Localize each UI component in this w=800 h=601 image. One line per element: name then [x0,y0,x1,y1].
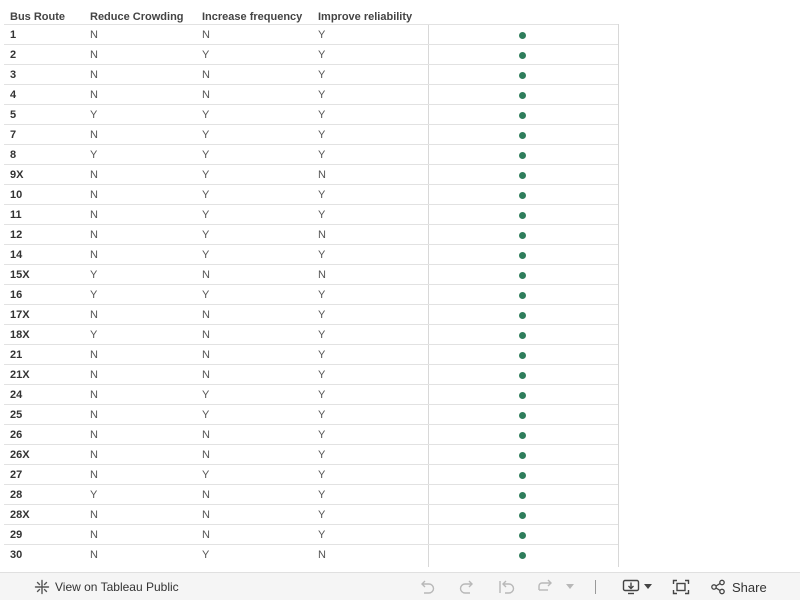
tableau-logo-icon [34,579,50,595]
circle-mark[interactable] [519,252,526,259]
chevron-down-icon [566,584,574,590]
circle-mark[interactable] [519,512,526,519]
revert-icon [498,579,516,595]
cell-bus-route: 2 [10,49,17,61]
cell-improve-reliability: Y [318,529,326,541]
table-row[interactable] [4,84,618,105]
cell-reduce-crowding: N [90,549,98,561]
header-bus-route[interactable]: Bus Route [10,11,65,23]
data-table [4,24,619,567]
circle-mark[interactable] [519,532,526,539]
table-row[interactable] [4,344,618,365]
circle-mark[interactable] [519,412,526,419]
cell-reduce-crowding: N [90,169,98,181]
cell-increase-frequency: Y [202,149,210,161]
cell-improve-reliability: Y [318,329,326,341]
cell-increase-frequency: Y [202,469,210,481]
cell-improve-reliability: Y [318,69,326,81]
cell-increase-frequency: N [202,509,210,521]
cell-reduce-crowding: N [90,209,98,221]
cell-increase-frequency: N [202,429,210,441]
cell-improve-reliability: Y [318,29,326,41]
cell-reduce-crowding: Y [90,109,98,121]
table-row[interactable] [4,524,618,545]
circle-mark[interactable] [519,372,526,379]
cell-increase-frequency: N [202,489,210,501]
cell-reduce-crowding: N [90,189,98,201]
circle-mark[interactable] [519,232,526,239]
table-row[interactable] [4,484,618,505]
circle-mark[interactable] [519,292,526,299]
cell-reduce-crowding: Y [90,329,98,341]
cell-reduce-crowding: N [90,69,98,81]
cell-bus-route: 26X [10,449,30,461]
cell-improve-reliability: Y [318,149,326,161]
circle-mark[interactable] [519,272,526,279]
cell-increase-frequency: N [202,269,210,281]
circle-mark[interactable] [519,52,526,59]
cell-increase-frequency: N [202,449,210,461]
cell-bus-route: 25 [10,409,23,421]
cell-reduce-crowding: Y [90,149,98,161]
download-button[interactable] [622,573,652,601]
cell-improve-reliability: Y [318,469,326,481]
revert-button[interactable] [498,573,516,601]
cell-improve-reliability: N [318,269,326,281]
cell-bus-route: 3 [10,69,17,81]
cell-improve-reliability: N [318,229,326,241]
cell-improve-reliability: Y [318,109,326,121]
cell-improve-reliability: Y [318,449,326,461]
cell-reduce-crowding: N [90,349,98,361]
cell-increase-frequency: Y [202,409,210,421]
cell-increase-frequency: Y [202,549,210,561]
table-row[interactable] [4,544,618,565]
cell-bus-route: 18X [10,329,30,341]
cell-increase-frequency: Y [202,389,210,401]
cell-increase-frequency: N [202,69,210,81]
circle-mark[interactable] [519,552,526,559]
cell-reduce-crowding: Y [90,289,98,301]
cell-improve-reliability: Y [318,429,326,441]
table-row[interactable] [4,244,618,265]
header-improve-reliability[interactable]: Improve reliability [318,11,413,23]
undo-icon [418,579,436,595]
cell-bus-route: 26 [10,429,23,441]
cell-increase-frequency: Y [202,109,210,121]
table-row[interactable] [4,444,618,465]
cell-bus-route: 21X [10,369,30,381]
cell-bus-route: 29 [10,529,23,541]
cell-reduce-crowding: N [90,469,98,481]
cell-bus-route: 14 [10,249,23,261]
table-row[interactable] [4,124,618,145]
cell-increase-frequency: Y [202,49,210,61]
cell-increase-frequency: N [202,349,210,361]
cell-improve-reliability: Y [318,189,326,201]
cell-increase-frequency: N [202,309,210,321]
table-row[interactable] [4,64,618,85]
cell-improve-reliability: Y [318,49,326,61]
cell-reduce-crowding: N [90,129,98,141]
share-button[interactable] [710,573,767,601]
table-row[interactable] [4,184,618,205]
cell-reduce-crowding: N [90,389,98,401]
cell-improve-reliability: N [318,169,326,181]
circle-mark[interactable] [519,432,526,439]
cell-bus-route: 9X [10,169,24,181]
cell-improve-reliability: Y [318,489,326,501]
cell-bus-route: 11 [10,209,22,221]
table-row[interactable] [4,204,618,225]
cell-bus-route: 5 [10,109,17,121]
cell-reduce-crowding: N [90,49,98,61]
cell-increase-frequency: Y [202,229,210,241]
cell-bus-route: 17X [10,309,30,321]
circle-mark[interactable] [519,452,526,459]
cell-reduce-crowding: N [90,509,98,521]
table-row[interactable] [4,304,618,325]
cell-bus-route: 24 [10,389,23,401]
circle-mark[interactable] [519,132,526,139]
redo-button[interactable] [458,573,476,601]
table-row[interactable] [4,224,618,245]
table-row[interactable] [4,364,618,385]
undo-button[interactable] [418,573,436,601]
table-row[interactable] [4,284,618,305]
cell-bus-route: 8 [10,149,17,161]
download-icon [622,579,640,595]
cell-reduce-crowding: N [90,29,98,41]
redo-icon [458,579,476,595]
circle-mark[interactable] [519,32,526,39]
circle-mark[interactable] [519,472,526,479]
cell-improve-reliability: Y [318,309,326,321]
cell-increase-frequency: N [202,529,210,541]
cell-reduce-crowding: N [90,249,98,261]
table-row[interactable] [4,504,618,525]
cell-bus-route: 16 [10,289,23,301]
circle-mark[interactable] [519,72,526,79]
circle-mark[interactable] [519,352,526,359]
cell-bus-route: 15X [10,269,30,281]
cell-increase-frequency: Y [202,209,210,221]
share-icon [710,579,726,595]
cell-improve-reliability: Y [318,249,326,261]
circle-mark[interactable] [519,92,526,99]
circle-mark[interactable] [519,152,526,159]
cell-improve-reliability: Y [318,369,326,381]
cell-increase-frequency: N [202,89,210,101]
table-row[interactable] [4,264,618,285]
table-row[interactable] [4,324,618,345]
cell-improve-reliability: Y [318,409,326,421]
table-row[interactable] [4,144,618,165]
table-row[interactable] [4,24,618,45]
cell-reduce-crowding: N [90,409,98,421]
table-row[interactable] [4,464,618,485]
table-row[interactable] [4,44,618,65]
circle-mark[interactable] [519,312,526,319]
cell-increase-frequency: Y [202,169,210,181]
cell-reduce-crowding: N [90,309,98,321]
circle-mark[interactable] [519,392,526,399]
circle-mark[interactable] [519,212,526,219]
view-on-tableau-link[interactable] [34,573,179,601]
cell-bus-route: 30 [10,549,23,561]
cell-increase-frequency: N [202,29,210,41]
cell-improve-reliability: Y [318,289,326,301]
table-row[interactable] [4,384,618,405]
fullscreen-button[interactable] [672,573,690,601]
circle-mark[interactable] [519,172,526,179]
cell-improve-reliability: Y [318,89,326,101]
cell-improve-reliability: Y [318,209,326,221]
fullscreen-icon [672,579,690,595]
tableau-toolbar [0,572,800,600]
cell-reduce-crowding: Y [90,489,98,501]
cell-bus-route: 28 [10,489,23,501]
cell-bus-route: 1 [10,29,17,41]
cell-reduce-crowding: N [90,369,98,381]
cell-bus-route: 21 [10,349,23,361]
cell-reduce-crowding: N [90,529,98,541]
circle-mark[interactable] [519,192,526,199]
cell-bus-route: 7 [10,129,17,141]
table-row[interactable] [4,164,618,185]
cell-improve-reliability: Y [318,349,326,361]
cell-bus-route: 27 [10,469,23,481]
circle-mark[interactable] [519,492,526,499]
view-on-tableau-label: View on Tableau Public [55,580,179,594]
cell-reduce-crowding: N [90,89,98,101]
cell-improve-reliability: Y [318,129,326,141]
refresh-dropdown-button[interactable] [566,573,574,601]
share-label: Share [732,579,767,595]
chevron-down-icon [644,584,652,590]
header-reduce-crowding[interactable]: Reduce Crowding [90,11,184,23]
table-row[interactable] [4,104,618,125]
cell-bus-route: 4 [10,89,17,101]
cell-bus-route: 12 [10,229,23,241]
cell-reduce-crowding: Y [90,269,98,281]
header-increase-frequency[interactable]: Increase frequency [202,11,303,23]
cell-reduce-crowding: N [90,429,98,441]
cell-bus-route: 10 [10,189,23,201]
table-row[interactable] [4,424,618,445]
cell-improve-reliability: Y [318,509,326,521]
cell-increase-frequency: Y [202,289,210,301]
cell-increase-frequency: Y [202,249,210,261]
cell-bus-route: 28X [10,509,30,521]
cell-increase-frequency: N [202,369,210,381]
table-row[interactable] [4,404,618,425]
refresh-button[interactable] [536,573,554,601]
circle-mark[interactable] [519,332,526,339]
cell-reduce-crowding: N [90,229,98,241]
cell-reduce-crowding: N [90,449,98,461]
cell-improve-reliability: N [318,549,326,561]
cell-increase-frequency: N [202,329,210,341]
cell-increase-frequency: Y [202,129,210,141]
circle-mark[interactable] [519,112,526,119]
refresh-icon [536,579,554,595]
toolbar-divider [595,580,596,594]
cell-improve-reliability: Y [318,389,326,401]
cell-increase-frequency: Y [202,189,210,201]
